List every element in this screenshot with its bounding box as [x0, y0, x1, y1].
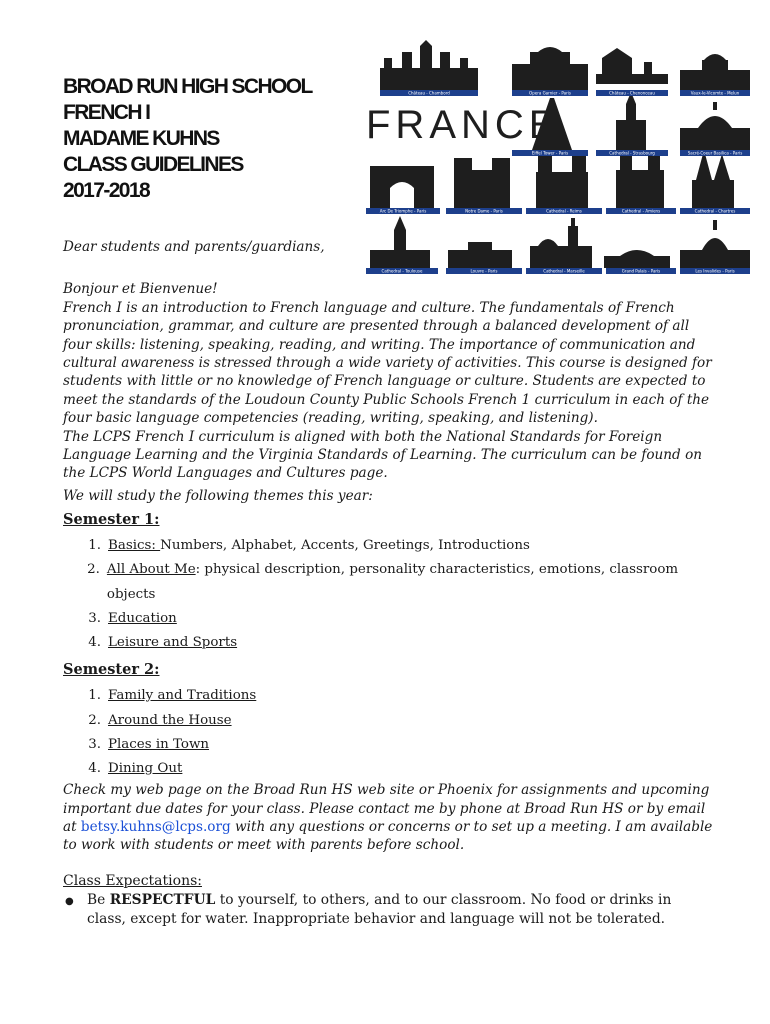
list-item: 1. Family and Traditions: [88, 688, 257, 704]
bullet-icon: ●: [65, 895, 74, 907]
topic-link[interactable]: All About Me: [106, 562, 196, 578]
semester-1-list: [63, 534, 713, 655]
list-item: 3. Places in Town: [88, 736, 210, 752]
list-item: 4. Dining Out: [88, 760, 183, 776]
expectation-item: ● Be RESPECTFUL to yourself, to others, and to our classroom. No food or drinks in class, except for water. Inappropriate behavior and language will not be tolerated.: [65, 891, 672, 927]
document-title: [63, 74, 353, 204]
list-item: 4. Leisure and Sports: [88, 635, 238, 651]
bonjour-line: Bonjour et Bienvenue!: [63, 281, 218, 298]
themes-intro: We will study the following themes this year:: [63, 487, 373, 504]
chateau-chambord-silhouette: [380, 40, 478, 90]
reims-cathedral-silhouette: [536, 156, 588, 208]
list-item: 2. All About Me: physical description, personality characteristics, emotions, classroom objects: [87, 562, 679, 602]
vaux-le-vicomte-silhouette: [680, 54, 750, 90]
topic-link[interactable]: Education: [108, 610, 177, 626]
caption-chartres: Cathedral - Chartres: [694, 208, 736, 214]
caption-opera-garnier: Opera Garnier - Paris: [529, 90, 571, 96]
amiens-cathedral-silhouette: [616, 152, 664, 208]
chateau-chenonceau-silhouette: [596, 48, 668, 84]
opera-garnier-silhouette: [512, 47, 588, 90]
topic-link[interactable]: Around the House: [108, 712, 232, 728]
caption-sacre-coeur: Sacré-Coeur Basilica - Paris: [687, 150, 743, 156]
caption-les-invalides: Les Invalides - Paris: [695, 268, 735, 274]
caption-toulouse: Cathedral - Toulouse: [381, 268, 423, 274]
greeting: Dear students and parents/guardians,: [63, 239, 325, 255]
caption-chenonceau: Château - Chenonceau: [609, 90, 655, 96]
letter-body: [63, 238, 713, 929]
contact-paragraph: Check my web page on the Broad Run HS web site or Phoenix for assignments and upcoming important due dates for your class. Please contact me by phone at Broad Run HS or by email at betsy.kuhns@lcps.org with any questions or concerns or to set up a meeting. I am available to work with students or meet with parents before school.: [63, 782, 713, 854]
sacre-coeur-silhouette: [680, 102, 750, 150]
caption-amiens: Cathedral - Amiens: [621, 208, 661, 214]
caption-arc-de-triomphe: Arc De Triomphe - Paris: [379, 208, 427, 214]
poster-word: FRANCE: [366, 103, 561, 147]
strasbourg-cathedral-silhouette: [616, 92, 646, 150]
title-line-year: 2017-2018: [63, 179, 150, 202]
email-link[interactable]: betsy.kuhns@lcps.org: [80, 818, 231, 835]
caption-marseille: Cathedral - Marseille: [543, 268, 585, 274]
expectations-heading: Class Expectations:: [63, 872, 202, 889]
notre-dame-silhouette: [454, 158, 510, 208]
caption-strasbourg: Cathedral - Strasbourg: [609, 150, 655, 156]
intro-paragraph: French I is an introduction to French language and culture. The fundamentals of French pronunciation, grammar, and culture are presented through a balanced development of all four skills: listening, speaking, reading, and writing. The importance of communication and cultural awareness is stressed through a wide variety of activities. This course is designed for students with little or no knowledge of French language or culture. Students are expected to meet the standards of the Loudoun County Public Schools French 1 curriculum in each of the four basic language competencies (reading, writing, speaking, and listening).: [63, 299, 712, 427]
semester-2-list: [63, 684, 713, 781]
chartres-cathedral-silhouette: [692, 150, 734, 208]
semester-1-heading: Semester 1:: [63, 511, 160, 529]
caption-reims: Cathedral - Reims: [546, 208, 582, 214]
caption-grand-palais: Grand Palais - Paris: [621, 268, 661, 274]
title-line-teacher: MADAME KUHNS: [63, 127, 219, 150]
caption-chambord: Château - Chambord: [408, 90, 450, 96]
topic-link[interactable]: Leisure and Sports: [108, 635, 238, 651]
arc-de-triomphe-silhouette: [370, 166, 434, 208]
semester-2-heading: Semester 2:: [63, 661, 160, 679]
topic-link[interactable]: Places in Town: [108, 736, 210, 752]
topic-link[interactable]: Family and Traditions: [108, 688, 257, 704]
title-line-course: FRENCH I: [63, 101, 150, 124]
title-line-school: BROAD RUN HIGH SCHOOL: [63, 75, 312, 98]
caption-eiffel-tower: Eiffel Tower - Paris: [531, 150, 569, 156]
curriculum-paragraph: The LCPS French I curriculum is aligned with both the National Standards for Foreign Language Learning and the Virginia Standards of Learning. The curriculum can be found on the LCPS World Languages and Cultures page.: [63, 428, 703, 482]
list-item: 1. Basics: Numbers, Alphabet, Accents, Greetings, Introductions: [88, 538, 530, 554]
list-item: 3. Education: [88, 610, 177, 626]
topic-link[interactable]: Basics:: [108, 538, 161, 554]
topic-link[interactable]: Dining Out: [108, 760, 183, 776]
caption-louvre: Louvre - Paris: [470, 268, 498, 274]
title-line-guidelines: CLASS GUIDELINES: [63, 153, 243, 176]
caption-notre-dame: Notre Dame - Paris: [465, 208, 503, 214]
caption-vaux-le-vicomte: Vaux-le-Vicomte - Melun: [690, 90, 740, 96]
list-item: 2. Around the House: [88, 712, 232, 728]
